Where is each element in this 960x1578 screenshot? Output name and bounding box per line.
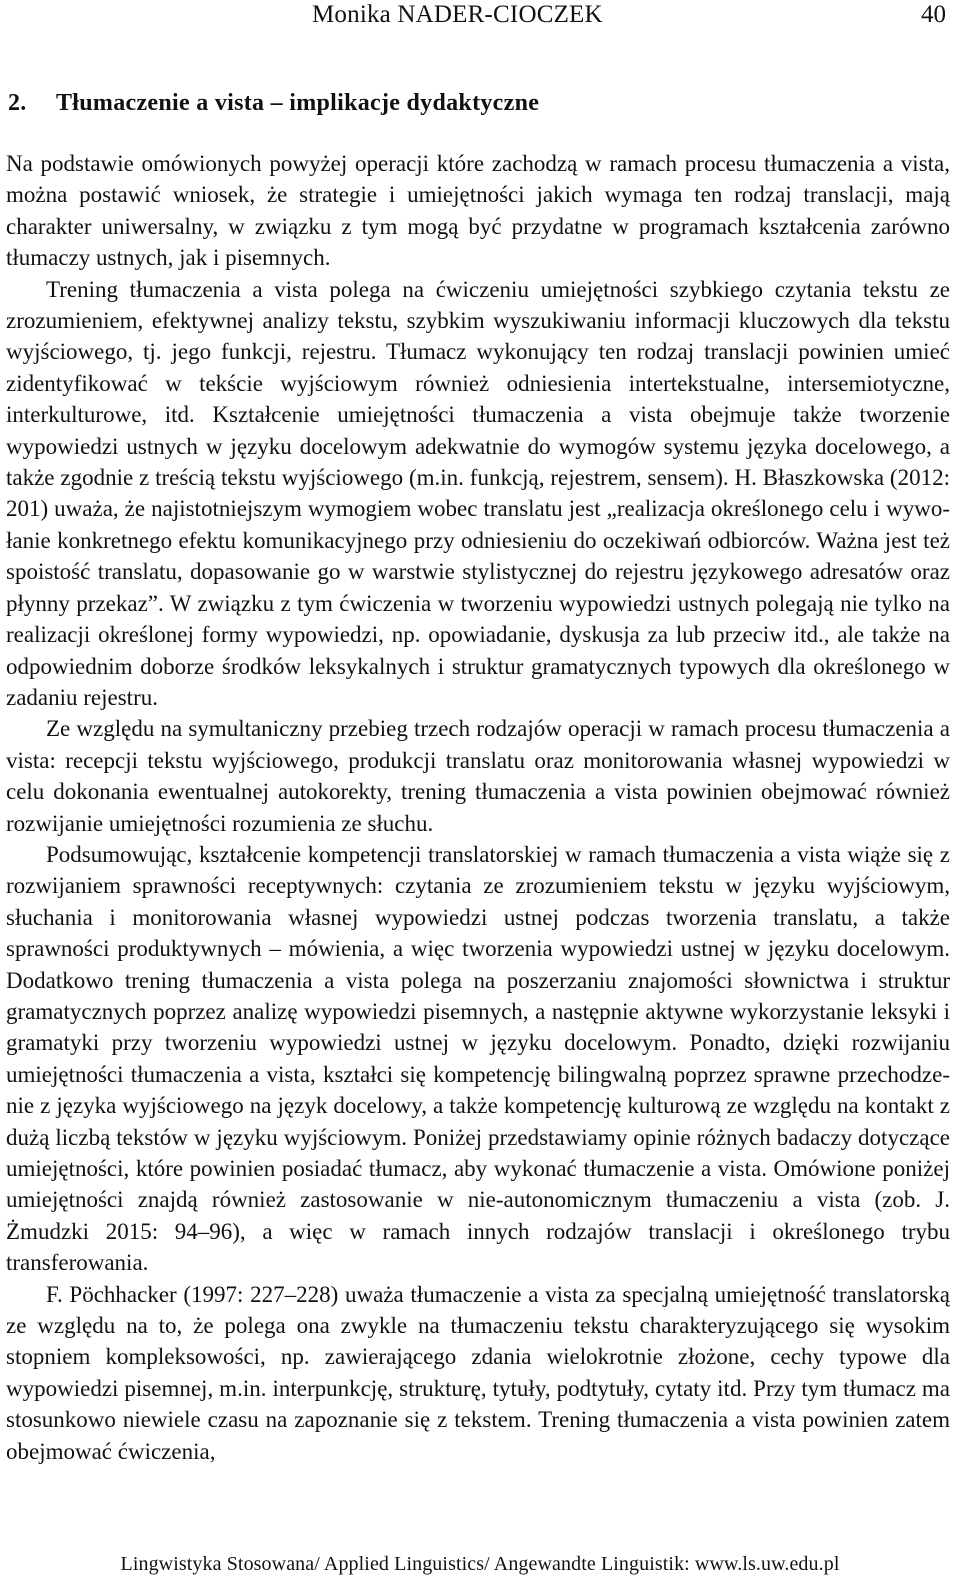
paragraph: Trening tłumaczenia a vista polega na ćwiczeniu umiejętności szybkiego czytania tekstu ze zrozumieniem, efektywnej analizy tekstu, szybkim wyszukiwaniu informacji kluczowych dla tekstu wyjściowego, tj. jego funkcji, rejestru. Tłumacz wykonujący ten rodzaj translacji powinien umieć zidentyfikować w tekście wyjściowym również odniesienia intertekstualne, intersemiotyczne, interkulturowe, itd. Kształcenie umiejętności tłumaczenia a vista obejmuje także tworzenie wypowiedzi ustnych w języku docelowym adekwatnie do wymogów systemu języka docelowego, a także zgodnie z treścią tekstu wyjściowego (m.in. funkcją, rejestrem, sensem). H. Błaszkowska (2012: 201) uważa, że najistotniejszym wymogiem wobec translatu jest „realizacja określonego celu i wywołanie konkretnego efektu komunikacyjnego przy odniesieniu do oczekiwań odbiorców. Ważna jest też spoistość translatu, dopasowanie go w warstwie stylistycznej do rejestru językowego adresatów oraz płynny przekaz”. W związku z tym ćwiczenia w tworzeniu wypowiedzi ustnych polegają nie tylko na realizacji określonej formy wypowiedzi, np. opowiadanie, dyskusja za lub przeciw itd., ale także na odpowiednim doborze środków leksykalnych i struktur gramatycznych typowych dla określonego w zadaniu rejestru. (6, 276, 950, 710)
paragraph: Podsumowując, kształcenie kompetencji translatorskiej w ramach tłumaczenia a vista wiąże się z rozwijaniem sprawności receptywnych: czytania ze zrozumieniem tekstu w języku wyjściowym, słuchania i monitorowania własnej wypowiedzi ustnej podczas tworzenia translatu, a także sprawności produktywnych – mówienia, a więc tworzenia wypowiedzi ustnej w języku docelowym. Dodatkowo trening tłumaczenia a vista polega na poszerzaniu znajomości słownictwa i struktur gramatycznych poprzez analizę wypowiedzi pisemnych, a następnie aktywne wykorzystanie leksyki i gramatyki przy tworzeniu wypowiedzi ustnej w języku docelowym. Ponadto, dzięki rozwijaniu umiejętności tłumaczenia a vista, kształci się kompetencję bilingwalną poprzez sprawne przechodzenie z języka wyjściowego na język docelowy, a także kompetencję kulturową ze względu na kontakt z dużą liczbą tekstów w języku wyjściowym. Poniżej przedstawiamy opinie różnych badaczy dotyczące umiejętności, które powinien posiadać tłumacz, aby wykonać tłumaczenie a vista. Omówione poniżej umiejętności znajdą również zastosowanie w nie-autonomicznym tłumaczeniu a vista (zob. J. Żmudzki 2015: 94–96), a więc w ramach innych rodzajów translacji i określonego trybu transferowania. (6, 841, 950, 1276)
running-footer: Lingwistyka Stosowana/ Applied Linguistics/ Angewandte Linguistik: www.ls.uw.edu.pl (120, 1553, 840, 1575)
header-author: Monika NADER-CIOCZEK (312, 1, 603, 28)
body-text (6, 148, 950, 1467)
paragraph: Na podstawie omówionych powyżej operacji które zachodzą w ramach procesu tłumaczenia a vista, można postawić wniosek, że strategie i umiejętności jakich wymaga ten rodzaj translacji, mają charakter uniwersalny, w związku z tym mogą być przydatne w programach kształcenia zarówno tłumaczy ustnych, jak i pisemnych. (6, 151, 950, 271)
running-header (0, 0, 960, 30)
paragraph: F. Pöchhacker (1997: 227–228) uważa tłumaczenie a vista za specjalną umiejętność translatorską ze względu na to, że polega ona zwykle na tłumaczeniu tekstu charakteryzującego się wysokim stopniem kompleksowości, np. zawierającego zdania wielokrotnie złożone, cechy typowe dla wypowiedzi pisemnej, m.in. interpunkcję, strukturę, tytuły, podtytuły, cytaty itd. Przy tym tłumacz ma stosunkowo niewiele czasu na zapoznanie się z tekstem. Trening tłumaczenia a vista powinien zatem obejmować ćwiczenia, (6, 1281, 950, 1464)
section-number: 2. (8, 90, 27, 116)
paragraph: Ze względu na symultaniczny przebieg trzech rodzajów operacji w ramach procesu tłumaczenia a vista: recepcji tekstu wyjściowego, produkcji translatu oraz monitorowania własnej wypowiedzi w celu dokonania ewentualnej autokorekty, trening tłumaczenia a vista powinien obejmować również rozwijanie umiejętności rozumienia ze słuchu. (6, 716, 950, 836)
section-title: Tłumaczenie a vista – implikacje dydaktyczne (56, 90, 540, 116)
section-heading (8, 88, 539, 118)
page-number: 40 (921, 1, 946, 28)
